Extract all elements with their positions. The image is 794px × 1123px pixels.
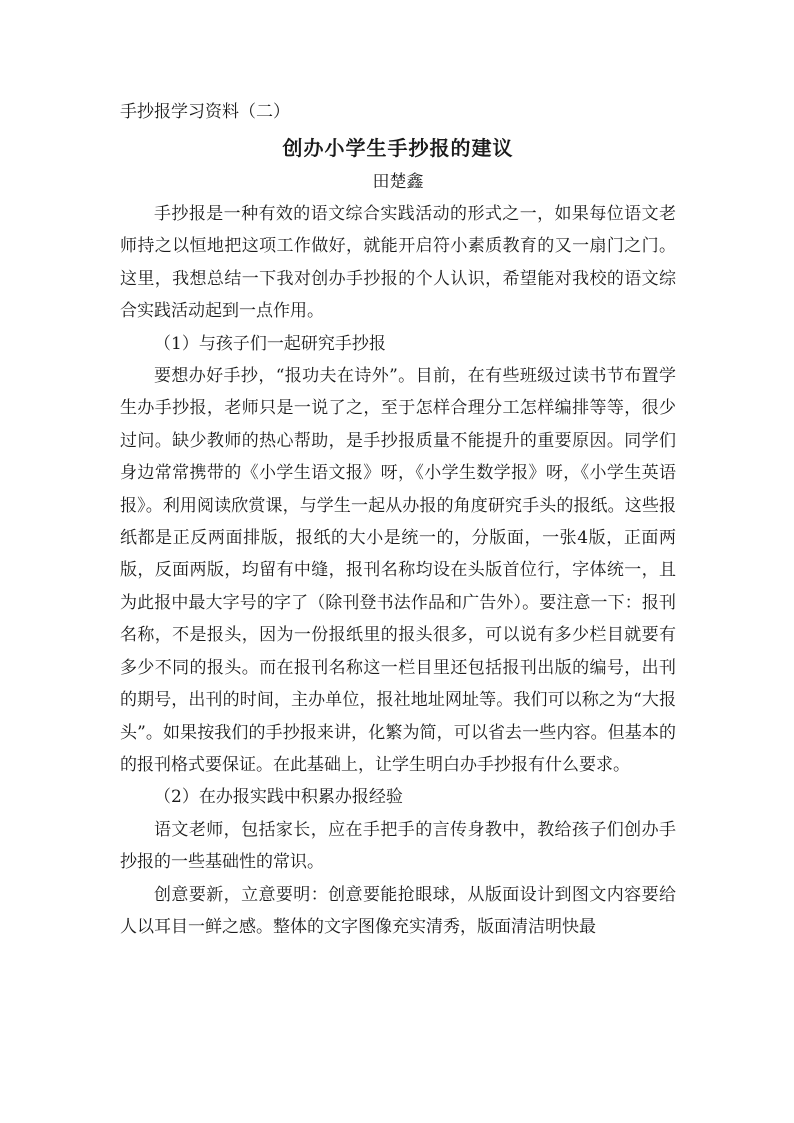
- section-2-point-1-paragraph: 创意要新，立意要明：创意要能抢眼球，从版面设计到图文内容要给人以耳目一鲜之感。整体的文字图像充实清秀，版面清洁明快最: [120, 884, 676, 937]
- document-title: 创办小学生手抄报的建议: [282, 136, 514, 160]
- section-2-heading: （2）在办报实践中积累办报经验: [154, 787, 403, 808]
- document-page: [120, 96, 676, 943]
- section-2-paragraph: 语文老师，包括家长，应在手把手的言传身教中，教给孩子们创办手抄报的一些基础性的常识。: [120, 819, 676, 873]
- intro-paragraph: 手抄报是一种有效的语文综合实践活动的形式之一，如果每位语文老师持之以恒地把这项工作做好，就能开启符小素质教育的又一扇门之门。这里，我想总结一下我对创办手抄报的个人认识，希望能对我校的语文综合实践活动起到一点作用。: [120, 204, 676, 322]
- series-label: 手抄报学习资料（二）: [120, 102, 290, 122]
- section-1-heading: （1）与孩子们一起研究手抄报: [154, 333, 386, 354]
- section-1-paragraph: 要想办好手抄，“报功夫在诗外”。目前，在有些班级过读书节布置学生办手抄报，老师只是一说了之，至于怎样合理分工怎样编排等等，很少过问。缺少教师的热心帮助，是手抄报质量不能提升的重要原因。同学们身边常常携带的《小学生语文报》呀，《小学生数学报》呀，《小学生英语报》。利用阅读欣赏课，与学生一起从办报的角度研究手头的报纸。这些报纸都是正反两面排版，报纸的大小是统一的，分版面，一张4版，正面两版，反面两版，均留有中缝，报刊名称均设在头版首位行，字体统一，且为此报中最大字号的字了（除刊登书法作品和广告外）。要注意一下：报刊名称，不是报头，因为一份报纸里的报头很多，可以说有多少栏目就要有多少不同的报头。而在报刊名称这一栏目里还包括报刊出版的编号，出刊的期号，出刊的时间，主办单位，报社地址网址等。我们可以称之为“大报头”。如果按我们的手抄报来讲，化繁为简，可以省去一些内容。但基本的的报刊格式要保证。在此基础上，让学生明白办手抄报有什么要求。: [120, 366, 676, 775]
- author-name: 田楚鑫: [372, 172, 424, 192]
